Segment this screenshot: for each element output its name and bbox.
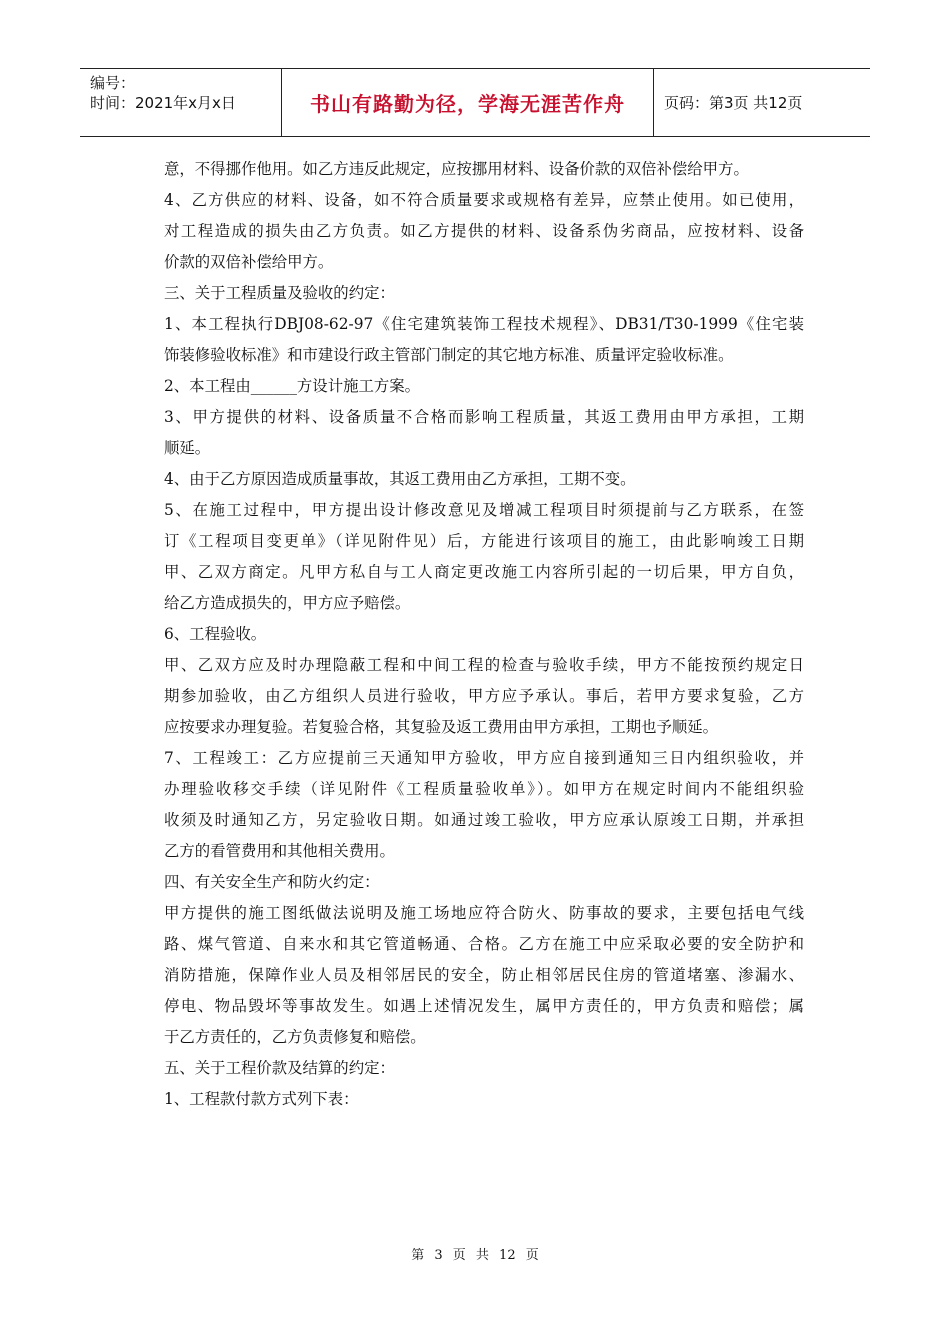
body-text-line: 甲、乙双方应及时办理隐蔽工程和中间工程的检查与验收手续，甲方不能按预约规定日 — [164, 656, 804, 674]
body-text-line: 饰装修验收标准》和市建设行政主管部门制定的其它地方标准、质量评定验收标准。 — [164, 346, 734, 364]
body-text-line: 三、关于工程质量及验收的约定： — [164, 284, 395, 302]
body-text-line: 对工程造成的损失由乙方负责。如乙方提供的材料、设备系伪劣商品，应按材料、设备 — [164, 222, 804, 240]
document-number-label: 编号： — [90, 74, 136, 92]
body-text-line: 四、有关安全生产和防火约定： — [164, 873, 380, 891]
body-text-line: 期参加验收，由乙方组织人员进行验收，甲方应予承认。事后，若甲方要求复验，乙方 — [164, 687, 804, 705]
body-text-line: 消防措施，保障作业人员及相邻居民的安全，防止相邻居民住房的管道堵塞、渗漏水、 — [164, 966, 804, 984]
body-text-line: 停电、物品毁坏等事故发生。如遇上述情况发生，属甲方责任的，甲方负责和赔偿；属 — [164, 997, 804, 1015]
body-text-line: 4、乙方供应的材料、设备，如不符合质量要求或规格有差异，应禁止使用。如已使用， — [164, 191, 804, 209]
body-text-line: 应按要求办理复验。若复验合格，其复验及返工费用由甲方承担，工期也予顺延。 — [164, 718, 719, 736]
body-text-line: 2、本工程由______方设计施工方案。 — [164, 377, 421, 395]
page-footer: 第 3 页 共 12 页 — [411, 1248, 539, 1263]
body-text-line: 6、工程验收。 — [164, 625, 267, 643]
body-text-line: 5、在施工过程中，甲方提出设计修改意见及增减工程项目时须提前与乙方联系，在签 — [164, 501, 804, 519]
body-text-line: 乙方的看管费用和其他相关费用。 — [164, 842, 395, 860]
body-text-line: 1、工程款付款方式列下表： — [164, 1090, 359, 1108]
body-text-line: 意，不得挪作他用。如乙方违反此规定，应按挪用材料、设备价款的双倍补偿给甲方。 — [164, 160, 749, 178]
body-text-line: 7、工程竣工：乙方应提前三天通知甲方验收，甲方应自接到通知三日内组织验收，并 — [164, 749, 804, 767]
body-text-line: 于乙方责任的，乙方负责修复和赔偿。 — [164, 1028, 426, 1046]
document-body — [164, 154, 804, 1115]
header-meta — [80, 69, 282, 136]
body-text-line: 收须及时通知乙方，另定验收日期。如通过竣工验收，甲方应承认原竣工日期，并承担 — [164, 811, 804, 829]
body-text-line: 办理验收移交手续（详见附件《工程质量验收单》）。如甲方在规定时间内不能组织验 — [164, 780, 804, 798]
header-slogan: 书山有路勤为径，学海无涯苦作舟 — [282, 69, 654, 136]
body-text-line: 甲、乙双方商定。凡甲方私自与工人商定更改施工内容所引起的一切后果，甲方自负， — [164, 563, 804, 581]
body-text-line: 3、甲方提供的材料、设备质量不合格而影响工程质量，其返工费用由甲方承担，工期 — [164, 408, 804, 426]
body-text-line: 订《工程项目变更单》（详见附件见）后，方能进行该项目的施工，由此影响竣工日期 — [164, 532, 804, 550]
document-date-label: 时间：2021年x月x日 — [90, 94, 236, 112]
body-text-line: 价款的双倍补偿给甲方。 — [164, 253, 334, 271]
body-text-line: 五、关于工程价款及结算的约定： — [164, 1059, 395, 1077]
body-text-line: 路、煤气管道、自来水和其它管道畅通、合格。乙方在施工中应采取必要的安全防护和 — [164, 935, 804, 953]
header-page-number: 页码：第3页 共12页 — [664, 94, 803, 112]
body-text-line: 顺延。 — [164, 439, 211, 457]
body-text-line: 给乙方造成损失的，甲方应予赔偿。 — [164, 594, 411, 612]
body-text-line: 4、由于乙方原因造成质量事故，其返工费用由乙方承担，工期不变。 — [164, 470, 636, 488]
page-header — [80, 68, 870, 137]
body-text-line: 甲方提供的施工图纸做法说明及施工场地应符合防火、防事故的要求，主要包括电气线 — [164, 904, 804, 922]
body-text-line: 1、本工程执行DBJ08-62-97《住宅建筑装饰工程技术规程》、DB31/T30-1999《住宅装 — [164, 315, 804, 333]
